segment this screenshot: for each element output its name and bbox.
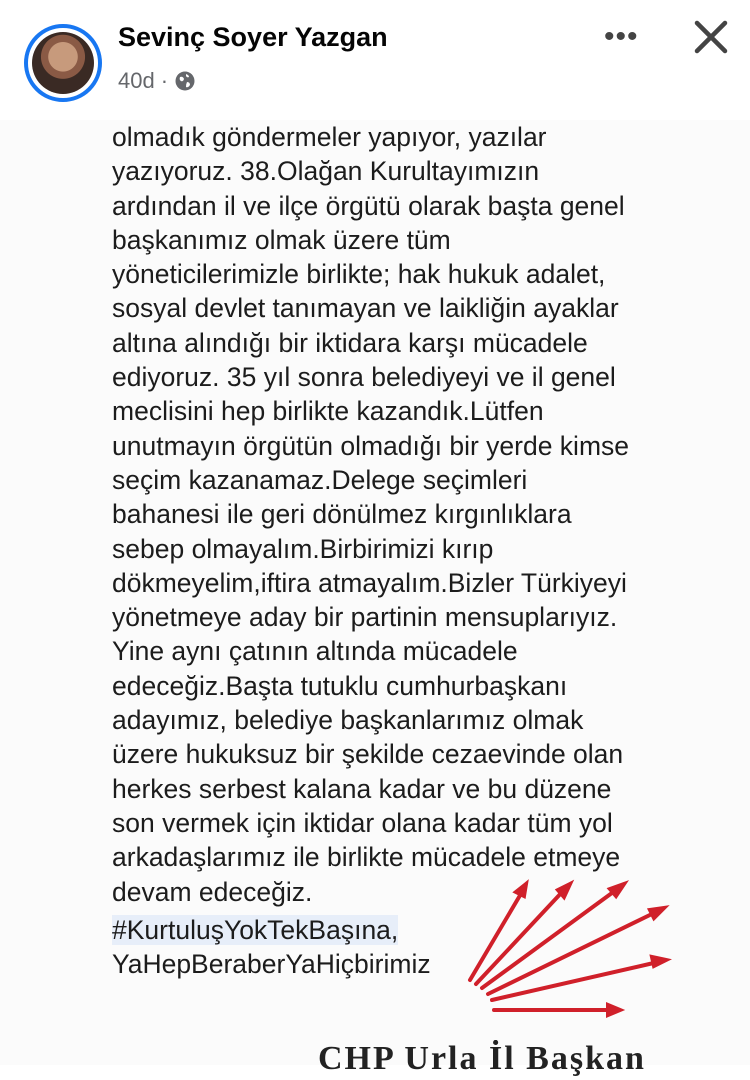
close-icon[interactable] bbox=[688, 14, 734, 60]
post-meta bbox=[118, 68, 196, 94]
author-name[interactable]: Sevinç Soyer Yazgan bbox=[118, 22, 388, 52]
globe-icon bbox=[174, 70, 196, 92]
profile-photo bbox=[32, 32, 94, 94]
post-text: olmadık göndermeler yapıyor, yazılar yazıyoruz. 38.Olağan Kurultayımızın ardından il ve ilçe örgütü olarak başta genel başkanımız olmak üzere tüm yöneticilerimizle birlikte; hak hukuk adalet, sosyal devlet tanımayan ve laikliğin ayaklar altına alındığı bir iktidara karşı mücadele ediyoruz. 35 yıl sonra belediyeyi ve il genel meclisini hep birlikte kazandık.Lütfen unutmayın örgütün olmadığı bir yerde kimse seçim kazanamaz.Delege seçimleri bahanesi ile geri dönülmez kırgınlıklara sebep olmayalım.Birbirimizi kırıp dökmeyelim,iftira atmayalım.Bizler Türkiyeyi yönetmeye aday bir partinin mensuplarıyız. Yine aynı çatının altında mücadele edeceğiz.Başta tutuklu cumhurbaşkanı adayımız, belediye başkanlarımız olmak üzere hukuksuz bir şekilde cezaevinde olan herkes serbest kalana kadar ve bu düzene son vermek için iktidar olana kadar tüm yol arkadaşlarımız ile birlikte mücadele etmeye devam edeceğiz. bbox=[112, 122, 630, 907]
post-header bbox=[0, 0, 750, 110]
meta-separator: · bbox=[160, 68, 169, 93]
bottom-cut-text: CHP Urla İl Başkan bbox=[318, 1040, 646, 1077]
more-options-button[interactable] bbox=[604, 22, 644, 52]
hashtag-link[interactable]: #KurtuluşYokTekBaşına, bbox=[112, 915, 399, 945]
party-arrows-logo bbox=[460, 870, 690, 1030]
hashtag-second: YaHepBeraberYaHiçbirimiz bbox=[112, 949, 431, 980]
more-icon: ••• bbox=[604, 20, 639, 53]
post-time[interactable]: 40d bbox=[118, 68, 155, 93]
avatar[interactable] bbox=[24, 24, 102, 102]
hashtags bbox=[112, 913, 431, 982]
